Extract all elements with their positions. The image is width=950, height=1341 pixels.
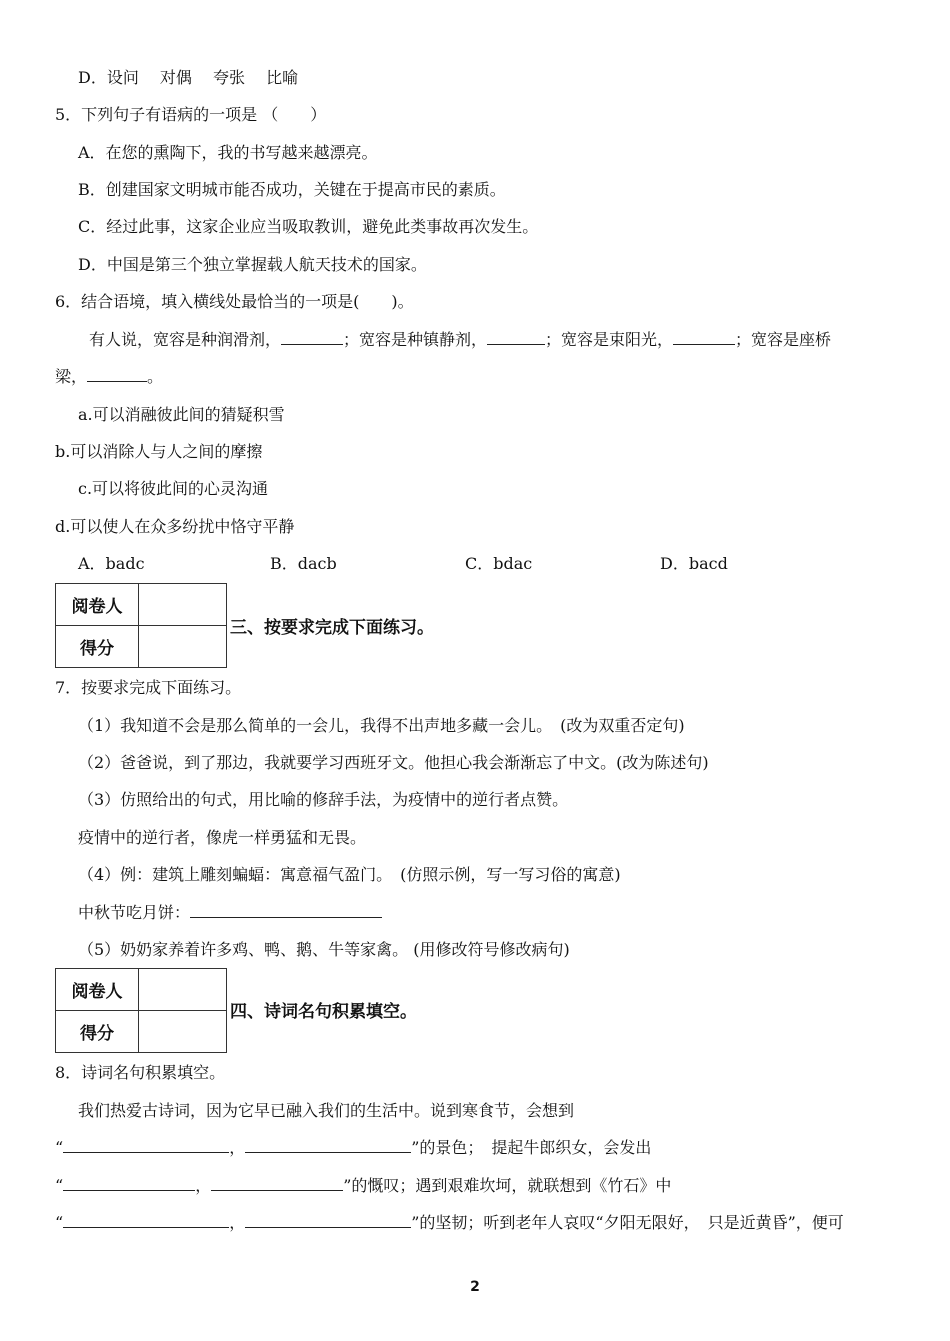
q8-line2: “ ， ”的慨叹；遇到艰难坎坷，就联想到《竹石》中 <box>55 1176 672 1195</box>
score-cell <box>139 626 227 668</box>
q6-item-a: a.可以消融彼此间的猜疑积雪 <box>78 405 285 424</box>
section3-heading: 三、按要求完成下面练习。 <box>230 618 434 638</box>
score-label: 得分 <box>56 1011 139 1053</box>
q7-stem: 7．按要求完成下面练习。 <box>55 678 242 697</box>
q5-stem: 5．下列句子有语病的一项是 （ ） <box>55 105 327 124</box>
q6-choice-a: A．badc <box>78 554 145 573</box>
q4-option-d: D．设问 对偶 夸张 比喻 <box>78 68 299 87</box>
q6-passage-line1: 有人说，宽容是种润滑剂， ；宽容是种镇静剂， ；宽容是束阳光， ；宽容是座桥 <box>89 330 832 349</box>
q5-option-d: D．中国是第三个独立掌握载人航天技术的国家。 <box>78 255 427 274</box>
reviewer-label: 阅卷人 <box>56 584 139 626</box>
q8-line3: “ ， ”的坚韧；听到老年人哀叹“夕阳无限好， 只是近黄昏”，便可 <box>55 1213 844 1232</box>
q6-item-c: c.可以将彼此间的心灵沟通 <box>78 479 269 498</box>
q8-intro: 我们热爱古诗词，因为它早已融入我们的生活中。说到寒食节，会想到 <box>78 1101 575 1120</box>
reviewer-label: 阅卷人 <box>56 969 139 1011</box>
score-label: 得分 <box>56 626 139 668</box>
page-number: 2 <box>470 1279 480 1295</box>
q6-item-b: b.可以消除人与人之间的摩擦 <box>55 442 263 461</box>
q6-item-d: d.可以使人在众多纷扰中恪守平静 <box>55 517 295 536</box>
q8-line1: “ ， ”的景色； 提起牛郎织女，会发出 <box>55 1138 652 1157</box>
q6-stem: 6．结合语境，填入横线处最恰当的一项是( )。 <box>55 292 414 311</box>
q7-part4-prompt: 中秋节吃月饼： <box>78 902 382 924</box>
section4-heading: 四、诗词名句积累填空。 <box>230 1002 417 1022</box>
score-box-section3 <box>55 583 227 668</box>
q7-part2: （2）爸爸说，到了那边，我就要学习西班牙文。他担心我会渐渐忘了中文。(改为陈述句) <box>78 753 709 772</box>
q7-part1: （1）我知道不会是那么简单的一会儿，我得不出声地多藏一会儿。 (改为双重否定句) <box>78 716 685 735</box>
q5-option-a: A．在您的熏陶下，我的书写越来越漂亮。 <box>78 143 378 162</box>
q5-option-b: B．创建国家文明城市能否成功，关键在于提高市民的素质。 <box>78 180 506 199</box>
reviewer-cell <box>139 584 227 626</box>
q8-stem: 8．诗词名句积累填空。 <box>55 1063 226 1082</box>
q6-passage-line2: 梁， 。 <box>55 367 164 386</box>
q7-part3: （3）仿照给出的句式，用比喻的修辞手法，为疫情中的逆行者点赞。 <box>78 790 569 809</box>
q7-part4: （4）例：建筑上雕刻蝙蝠：寓意福气盈门。 (仿照示例，写一写习俗的寓意) <box>78 865 621 884</box>
q6-choice-b: B．dacb <box>270 554 337 573</box>
q7-part5: （5）奶奶家养着许多鸡、鸭、鹅、牛等家禽。 (用修改符号修改病句) <box>78 940 570 959</box>
score-box-section4 <box>55 968 227 1053</box>
q6-choice-d: D．bacd <box>660 554 728 573</box>
q6-choice-c: C．bdac <box>465 554 533 573</box>
q7-part3-example: 疫情中的逆行者，像虎一样勇猛和无畏。 <box>78 828 367 847</box>
reviewer-cell <box>139 969 227 1011</box>
score-cell <box>139 1011 227 1053</box>
q5-option-c: C．经过此事，这家企业应当吸取教训，避免此类事故再次发生。 <box>78 217 539 236</box>
